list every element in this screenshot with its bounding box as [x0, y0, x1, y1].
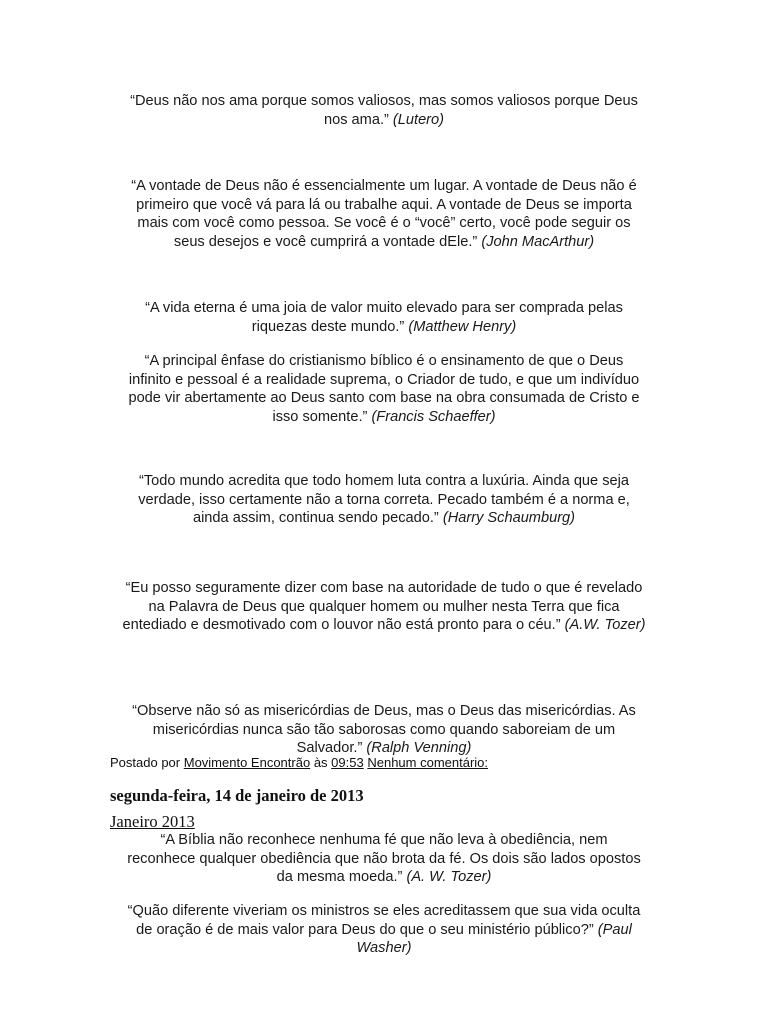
quote-text: reconhece qualquer obediência que não brota da fé. Os dois são lados opostos [127, 850, 641, 867]
quote-schaumburg [108, 472, 660, 528]
quote-text: da mesma moeda.” [276, 869, 403, 886]
quote-tozer-fe [108, 831, 660, 887]
quote-author: (Harry Schaumburg) [442, 510, 576, 527]
quote-author: (John MacArthur) [481, 233, 595, 250]
posted-by-label: Postado por [110, 755, 181, 770]
quote-venning [108, 702, 660, 758]
at-label: às [313, 755, 328, 770]
quote-tozer-louvor [108, 579, 660, 635]
quote-author: (Matthew Henry) [408, 318, 517, 335]
quote-text: misericórdias nunca são tão saborosas como quando saboreiam de um [152, 721, 616, 738]
quote-text: entediado e desmotivado com o louvor não está pronto para o céu.” [122, 617, 561, 634]
quote-author: (A.W. Tozer) [564, 617, 646, 634]
quote-matthew-henry [108, 299, 660, 336]
quote-text: isso somente.” [272, 408, 368, 425]
quote-author: (A. W. Tozer) [406, 869, 492, 886]
quote-text: seus desejos e você cumprirá a vontade dEle.” [173, 233, 478, 250]
quote-text: nos ama.” [323, 111, 389, 128]
comments-link[interactable]: Nenhum comentário: [367, 755, 489, 770]
post-footer [110, 755, 488, 771]
quote-text: riquezas deste mundo.” [251, 318, 405, 335]
quote-text: mais com você como pessoa. Se você é o “você” certo, você pode seguir os [137, 215, 631, 232]
quote-text: “Deus não nos ama porque somos valiosos, mas somos valiosos porque Deus [130, 93, 638, 109]
post-time-link[interactable]: 09:53 [331, 755, 364, 770]
quote-text: “A Bíblia não reconhece nenhuma fé que não leva à obediência, nem [160, 832, 608, 848]
quote-schaeffer [108, 352, 660, 426]
quote-text: infinito e pessoal é a realidade suprema, o Criador de tudo, e que um indivíduo [128, 371, 640, 388]
quote-text: Salvador.” [296, 740, 363, 757]
quote-text: ainda assim, continua sendo pecado.” [192, 510, 439, 527]
quote-macarthur [108, 177, 660, 251]
quote-text: na Palavra de Deus que qualquer homem ou mulher nesta Terra que fica [148, 598, 620, 615]
quote-text: “A principal ênfase do cristianismo bíblico é o ensinamento de que o Deus [144, 353, 624, 369]
quote-text: pode vir abertamente ao Deus santo com base na obra consumada de Cristo e [128, 390, 640, 407]
quote-author: (Paul Washer) [356, 921, 632, 957]
quote-text: “Observe não só as misericórdias de Deus, mas o Deus das misericórdias. As [132, 703, 636, 719]
quote-washer [108, 902, 660, 958]
quote-text: “A vida eterna é uma joia de valor muito elevado para ser comprada pelas [145, 300, 623, 316]
post-title-link[interactable]: Janeiro 2013 [110, 812, 195, 831]
quote-text: de oração é de mais valor para Deus do que o seu ministério público?” [136, 921, 594, 938]
quote-text: “Eu posso seguramente dizer com base na autoridade de tudo o que é revelado [125, 580, 643, 596]
quote-lutero [108, 92, 660, 129]
quote-author: (Francis Schaeffer) [371, 408, 496, 425]
quote-author: (Lutero) [392, 111, 445, 128]
author-link[interactable]: Movimento Encontrão [183, 755, 311, 770]
quote-author: (Ralph Venning) [366, 740, 472, 757]
quote-text: primeiro que você vá para lá ou trabalhe aqui. A vontade de Deus se importa [136, 196, 632, 213]
quote-text: “Quão diferente viveriam os ministros se eles acreditassem que sua vida oculta [127, 903, 641, 919]
date-heading: segunda-feira, 14 de janeiro de 2013 [110, 786, 364, 805]
quote-text: “A vontade de Deus não é essencialmente um lugar. A vontade de Deus não é [131, 178, 637, 194]
quote-text: “Todo mundo acredita que todo homem luta contra a luxúria. Ainda que seja [138, 473, 629, 489]
quote-text: verdade, isso certamente não a torna correta. Pecado também é a norma e, [138, 491, 630, 508]
